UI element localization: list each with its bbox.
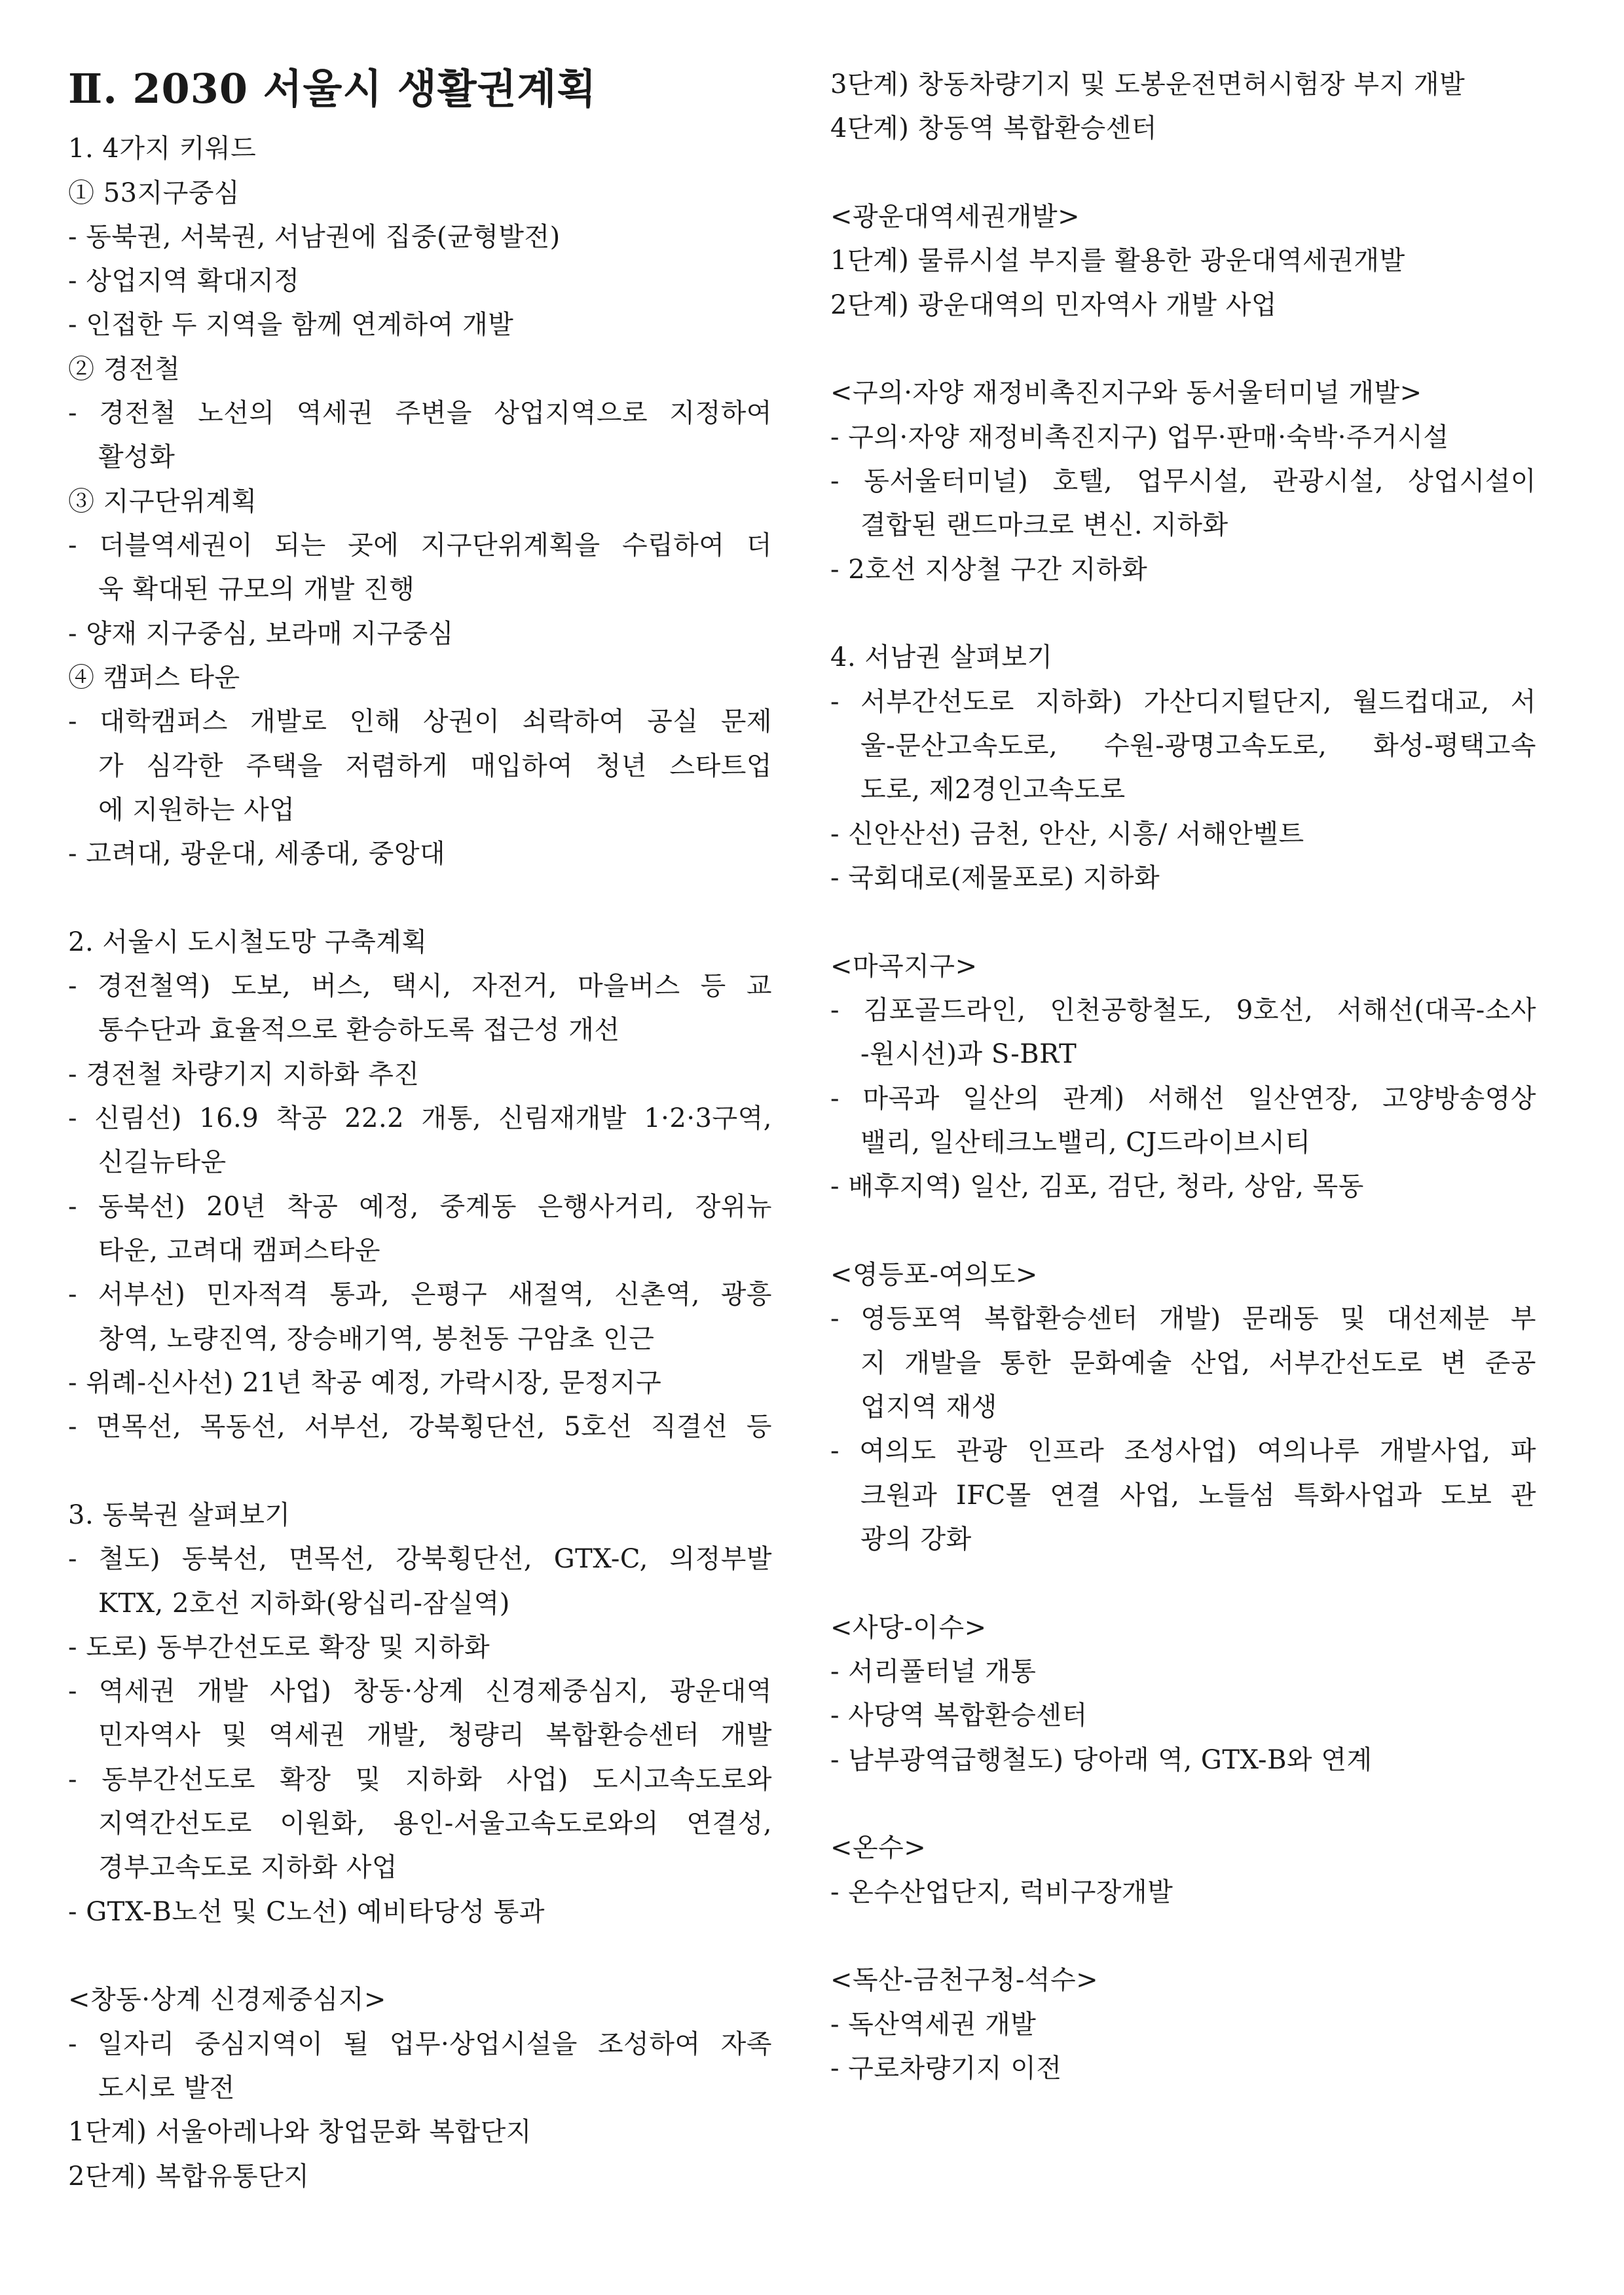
text-line: - 서부간선도로 지하화) 가산디지털단지, 월드컵대교, 서 (830, 687, 1536, 717)
text-line: 2단계) 복합유통단지 (68, 2161, 310, 2192)
text-line: - 위례-신사선) 21년 착공 예정, 가락시장, 문정지구 (68, 1368, 662, 1398)
text-line: - 서부선) 민자적격 통과, 은평구 새절역, 신촌역, 광흥 (68, 1279, 772, 1310)
text-line: - 더블역세권이 되는 곳에 지구단위계획을 수립하여 더 (68, 530, 772, 560)
page-title: Ⅱ. 2030 서울시 생활권계획 (68, 65, 597, 113)
text-line: <온수> (830, 1833, 927, 1863)
text-line: 1단계) 물류시설 부지를 활용한 광운대역세권개발 (830, 246, 1405, 276)
text-line: - 고려대, 광운대, 세종대, 중앙대 (68, 839, 446, 869)
text-line: - 영등포역 복합환승센터 개발) 문래동 및 대선제분 부 (830, 1304, 1536, 1334)
text-line: ③ 지구단위계획 (68, 487, 257, 517)
text-line: - 동서울터미널) 호텔, 업무시설, 관광시설, 상업시설이 (830, 466, 1536, 496)
text-line: - 경전철 차량기지 지하화 추진 (68, 1059, 420, 1090)
text-line: <사당-이수> (830, 1613, 987, 1643)
text-line: - 도로) 동부간선도로 확장 및 지하화 (68, 1632, 490, 1662)
text-line: - 양재 지구중심, 보라매 지구중심 (68, 619, 454, 649)
text-line: - 독산역세권 개발 (830, 2010, 1037, 2040)
text-line: 4단계) 창동역 복합환승센터 (830, 113, 1158, 143)
text-line: 4. 서남권 살펴보기 (830, 642, 1053, 672)
text-line: - 경전철 노선의 역세권 주변을 상업지역으로 지정하여 (68, 398, 772, 428)
text-line: 도시로 발전 (98, 2073, 235, 2103)
text-line: 밸리, 일산테크노밸리, CJ드라이브시티 (860, 1128, 1311, 1158)
text-line: 통수단과 효율적으로 환승하도록 접근성 개선 (98, 1015, 620, 1045)
text-line: 울-문산고속도로, 수원-광명고속도로, 화성-평택고속 (860, 731, 1536, 761)
text-line: 민자역사 및 역세권 개발, 청량리 복합환승센터 개발 (98, 1720, 772, 1750)
text-line: - 인접한 두 지역을 함께 연계하여 개발 (68, 310, 514, 340)
text-line: - 대학캠퍼스 개발로 인해 상권이 쇠락하여 공실 문제 (68, 707, 772, 737)
text-line: - 동북선) 20년 착공 예정, 중계동 은행사거리, 장위뉴 (68, 1192, 772, 1222)
text-line: <영등포-여의도> (830, 1260, 1038, 1290)
text-line: <광운대역세권개발> (830, 202, 1080, 232)
text-line: - 동북권, 서북권, 서남권에 집중(균형발전) (68, 222, 561, 252)
text-line: <독산-금천구청-석수> (830, 1965, 1099, 1995)
text-line: - 사당역 복합환승센터 (830, 1700, 1088, 1731)
text-line: 1. 4가지 키워드 (68, 134, 257, 164)
text-line: 욱 확대된 규모의 개발 진행 (98, 574, 415, 604)
text-line: - 구의·자양 재정비촉진지구) 업무·판매·숙박·주거시설 (830, 422, 1449, 452)
text-line: -원시선)과 S-BRT (860, 1039, 1077, 1069)
text-line: 활성화 (98, 442, 175, 472)
text-line: <창동·상계 신경제중심지> (68, 1985, 386, 2015)
text-line: 경부고속도로 지하화 사업 (98, 1852, 397, 1882)
text-line: 3단계) 창동차량기지 및 도봉운전면허시험장 부지 개발 (830, 69, 1466, 100)
text-line: 결합된 랜드마크로 변신. 지하화 (860, 510, 1228, 540)
text-line: 업지역 재생 (860, 1392, 997, 1422)
text-line: <구의·자양 재정비촉진지구와 동서울터미널 개발> (830, 378, 1422, 408)
text-line: - 온수산업단지, 럭비구장개발 (830, 1877, 1173, 1907)
text-line: 광의 강화 (860, 1524, 972, 1554)
text-line: - 구로차량기지 이전 (830, 2053, 1062, 2084)
text-line: - GTX-B노선 및 C노선) 예비타당성 통과 (68, 1897, 545, 1927)
text-line: - 면목선, 목동선, 서부선, 강북횡단선, 5호선 직결선 등 (68, 1412, 772, 1442)
text-line: 타운, 고려대 캠퍼스타운 (98, 1236, 381, 1266)
text-line: - 배후지역) 일산, 김포, 검단, 청라, 상암, 목동 (830, 1171, 1364, 1202)
text-line: - 신림선) 16.9 착공 22.2 개통, 신림재개발 1·2·3구역, (68, 1103, 772, 1133)
text-line: 1단계) 서울아레나와 창업문화 복합단지 (68, 2117, 532, 2147)
text-line: - 동부간선도로 확장 및 지하화 사업) 도시고속도로와 (68, 1765, 772, 1795)
text-line: 지역간선도로 이원화, 용인-서울고속도로와의 연결성, (98, 1808, 772, 1839)
text-line: 3. 동북권 살펴보기 (68, 1500, 291, 1530)
text-line: - 역세권 개발 사업) 창동·상계 신경제중심지, 광운대역 (68, 1676, 772, 1706)
text-line: 2. 서울시 도시철도망 구축계획 (68, 927, 428, 957)
text-line: KTX, 2호선 지하화(왕십리-잠실역) (98, 1588, 510, 1619)
text-line: 크원과 IFC몰 연결 사업, 노들섬 특화사업과 도보 관 (860, 1480, 1536, 1511)
text-line: 신길뉴타운 (98, 1147, 227, 1177)
text-line: - 철도) 동북선, 면목선, 강북횡단선, GTX-C, 의정부발 (68, 1544, 772, 1574)
text-line: - 신안산선) 금천, 안산, 시흥/ 서해안벨트 (830, 819, 1304, 849)
text-line: - 국회대로(제물포로) 지하화 (830, 863, 1160, 893)
text-line: 가 심각한 주택을 저렴하게 매입하여 청년 스타트업 (98, 751, 772, 781)
text-line: - 2호선 지상철 구간 지하화 (830, 555, 1148, 585)
text-line: - 상업지역 확대지정 (68, 266, 300, 296)
text-line: ① 53지구중심 (68, 178, 240, 208)
text-line: - 여의도 관광 인프라 조성사업) 여의나루 개발사업, 파 (830, 1436, 1536, 1466)
text-line: <마곡지구> (830, 951, 978, 982)
text-line: 2단계) 광운대역의 민자역사 개발 사업 (830, 290, 1278, 320)
text-line: 지 개발을 통한 문화예술 산업, 서부간선도로 변 준공 (860, 1348, 1536, 1378)
text-line: - 서리풀터널 개통 (830, 1657, 1037, 1687)
text-line: - 경전철역) 도보, 버스, 택시, 자전거, 마을버스 등 교 (68, 971, 772, 1001)
text-line: - 김포골드라인, 인천공항철도, 9호선, 서해선(대곡-소사 (830, 995, 1536, 1025)
text-line: ④ 캠퍼스 타운 (68, 663, 240, 693)
text-line: 에 지원하는 사업 (98, 795, 295, 825)
text-line: 창역, 노량진역, 장승배기역, 봉천동 구암초 인근 (98, 1324, 655, 1354)
text-line: - 남부광역급행철도) 당아래 역, GTX-B와 연계 (830, 1745, 1373, 1775)
text-line: ② 경전철 (68, 354, 181, 384)
text-line: - 일자리 중심지역이 될 업무·상업시설을 조성하여 자족 (68, 2029, 772, 2059)
text-line: 도로, 제2경인고속도로 (860, 775, 1126, 805)
text-line: - 마곡과 일산의 관계) 서해선 일산연장, 고양방송영상 (830, 1084, 1536, 1114)
